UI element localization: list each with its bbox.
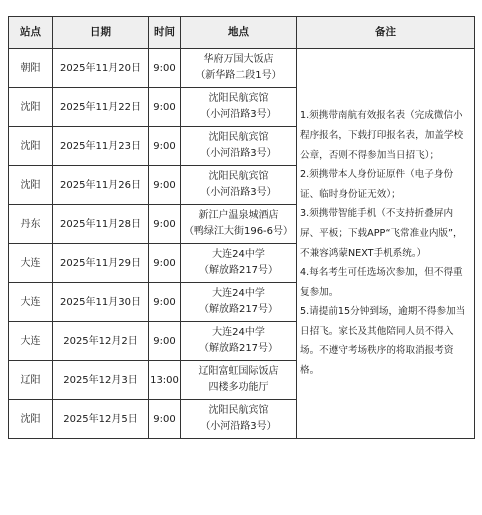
header-time: 时间 <box>149 17 181 49</box>
note-item: 4.每名考生可任选场次参加，但不得重复参加。 <box>300 267 463 298</box>
date-cell: 2025年11月29日 <box>53 244 149 283</box>
header-date: 日期 <box>53 17 149 49</box>
venue-cell <box>181 244 297 283</box>
date-cell: 2025年11月26日 <box>53 166 149 205</box>
venue-cell <box>181 166 297 205</box>
venue-cell <box>181 322 297 361</box>
venue-address: 四楼多功能厅 <box>208 382 269 393</box>
date-cell: 2025年12月2日 <box>53 322 149 361</box>
station-cell: 大连 <box>9 283 53 322</box>
station-cell: 辽阳 <box>9 361 53 400</box>
time-cell: 9:00 <box>149 127 181 166</box>
station-cell: 沈阳 <box>9 88 53 127</box>
venue-cell <box>181 400 297 439</box>
venue-name: 沈阳民航宾馆 <box>208 93 269 104</box>
venue-name: 沈阳民航宾馆 <box>208 405 269 416</box>
venue-address: （解放路217号） <box>198 265 279 276</box>
venue-address: （新华路二段1号） <box>195 70 282 81</box>
station-cell: 沈阳 <box>9 127 53 166</box>
venue-name: 辽阳富虹国际饭店 <box>198 366 279 377</box>
venue-name: 华府万国大饭店 <box>203 54 274 65</box>
venue-name: 沈阳民航宾馆 <box>208 132 269 143</box>
notes-cell <box>297 49 475 439</box>
time-cell: 9:00 <box>149 49 181 88</box>
venue-address: （小河沿路3号） <box>200 421 277 432</box>
venue-name: 大连24中学 <box>212 288 265 299</box>
date-cell: 2025年11月20日 <box>53 49 149 88</box>
note-item: 1.须携带南航有效报名表（完成微信小程序报名，下载打印报名表，加盖学校公章，否则不得参加当日招飞）； <box>300 110 464 161</box>
header-row <box>9 17 475 49</box>
note-item: 3.须携带智能手机（不支持折叠屏内屏、平板；下载APP“飞常准业内版”，不兼容鸿蒙NEXT手机系统。） <box>300 208 463 259</box>
date-cell: 2025年11月30日 <box>53 283 149 322</box>
station-cell: 大连 <box>9 322 53 361</box>
venue-cell <box>181 283 297 322</box>
table-row <box>9 49 475 88</box>
note-item: 5.请提前15分钟到场，逾期不得参加当日招飞。家长及其他陪同人员不得入场。不遵守考场秩序的将取消报考资格。 <box>300 306 466 377</box>
time-cell: 9:00 <box>149 244 181 283</box>
venue-cell <box>181 127 297 166</box>
station-cell: 沈阳 <box>9 400 53 439</box>
header-station: 站点 <box>9 17 53 49</box>
venue-name: 大连24中学 <box>212 327 265 338</box>
header-venue: 地点 <box>181 17 297 49</box>
venue-name: 新江户温泉城酒店 <box>198 210 279 221</box>
venue-address: （鸭绿江大街196-6号） <box>183 226 294 237</box>
station-cell: 沈阳 <box>9 166 53 205</box>
venue-cell <box>181 361 297 400</box>
venue-name: 沈阳民航宾馆 <box>208 171 269 182</box>
venue-cell <box>181 205 297 244</box>
venue-address: （小河沿路3号） <box>200 109 277 120</box>
venue-address: （小河沿路3号） <box>200 148 277 159</box>
note-item: 2.须携带本人身份证原件（电子身份证、临时身份证无效）； <box>300 169 454 200</box>
time-cell: 9:00 <box>149 166 181 205</box>
station-cell: 朝阳 <box>9 49 53 88</box>
venue-address: （解放路217号） <box>198 343 279 354</box>
venue-name: 大连24中学 <box>212 249 265 260</box>
venue-cell <box>181 49 297 88</box>
time-cell: 13:00 <box>149 361 181 400</box>
venue-address: （解放路217号） <box>198 304 279 315</box>
date-cell: 2025年11月28日 <box>53 205 149 244</box>
time-cell: 9:00 <box>149 400 181 439</box>
date-cell: 2025年11月22日 <box>53 88 149 127</box>
schedule-table <box>8 16 475 439</box>
time-cell: 9:00 <box>149 88 181 127</box>
venue-cell <box>181 88 297 127</box>
venue-address: （小河沿路3号） <box>200 187 277 198</box>
date-cell: 2025年12月5日 <box>53 400 149 439</box>
time-cell: 9:00 <box>149 205 181 244</box>
header-notes: 备注 <box>297 17 475 49</box>
time-cell: 9:00 <box>149 322 181 361</box>
time-cell: 9:00 <box>149 283 181 322</box>
date-cell: 2025年12月3日 <box>53 361 149 400</box>
date-cell: 2025年11月23日 <box>53 127 149 166</box>
station-cell: 大连 <box>9 244 53 283</box>
station-cell: 丹东 <box>9 205 53 244</box>
